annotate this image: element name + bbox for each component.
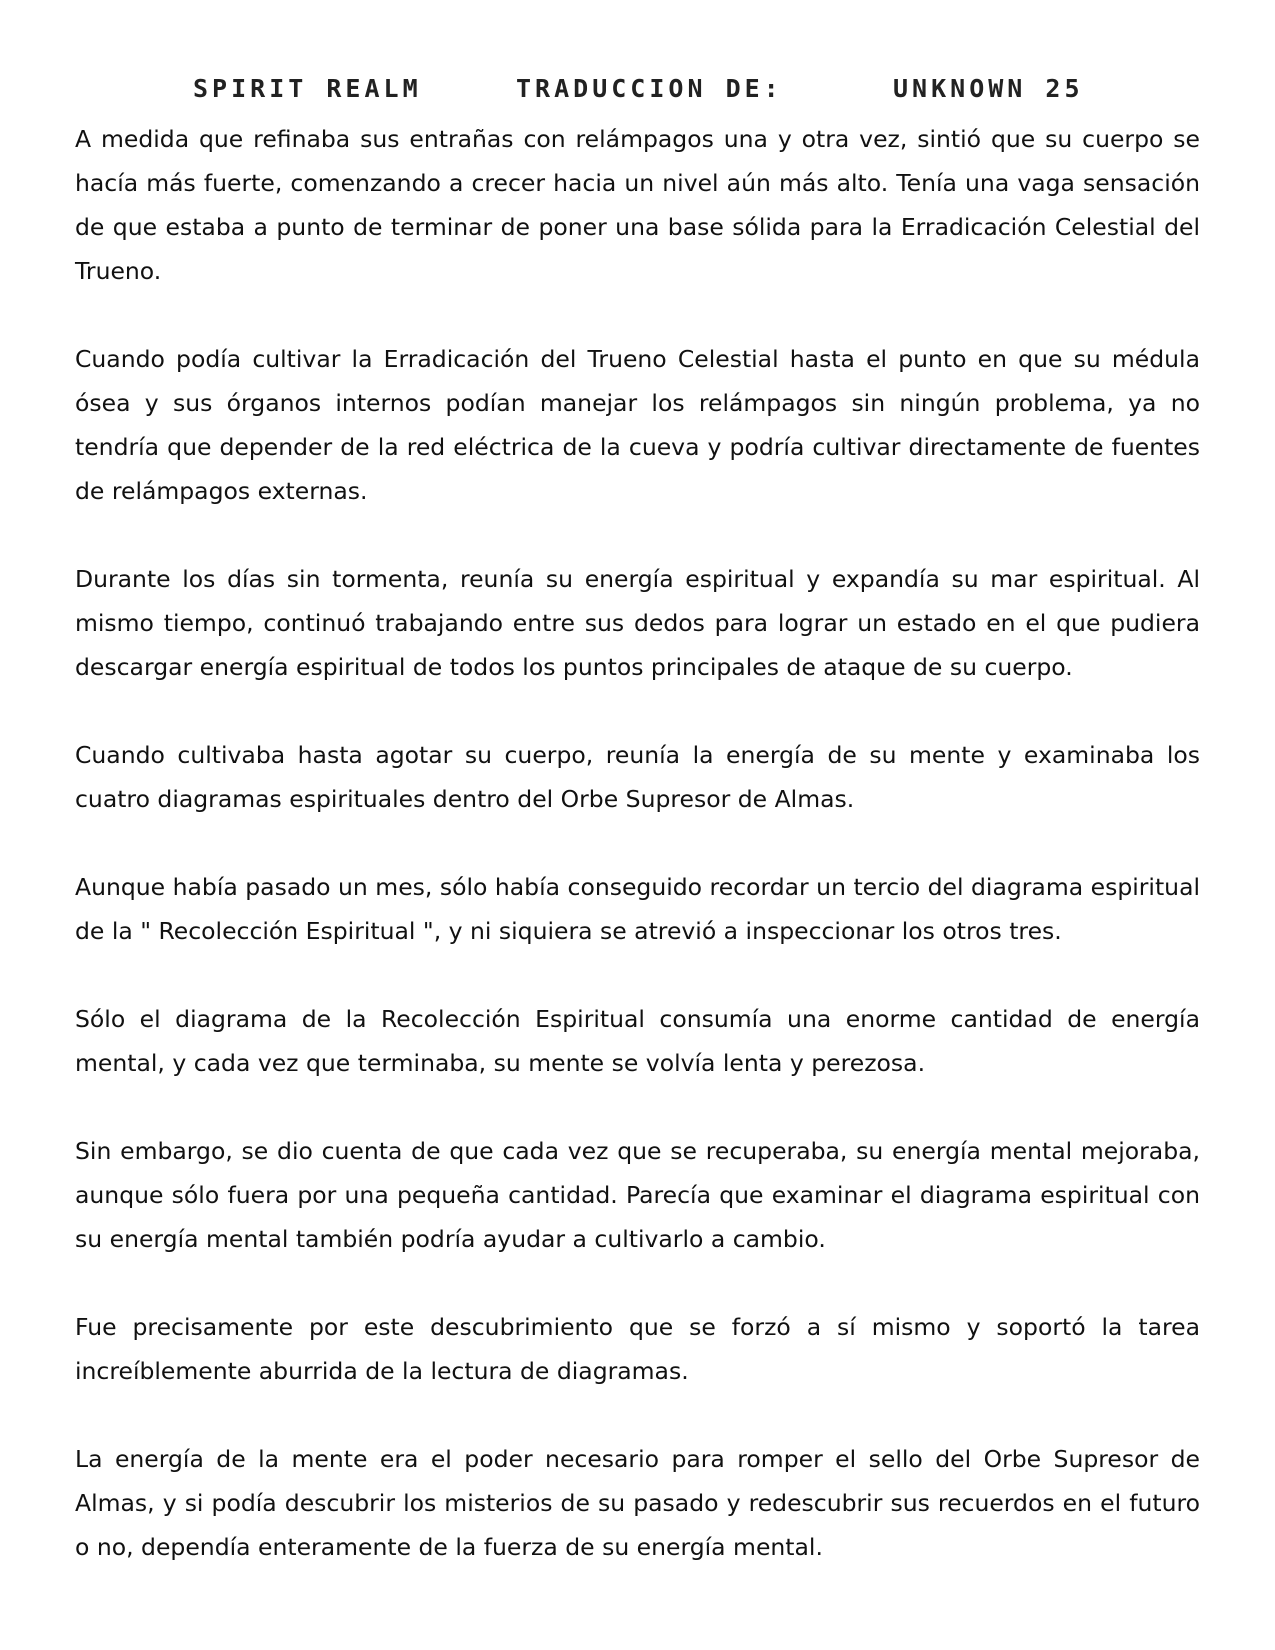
paragraph: A medida que refinaba sus entrañas con relámpagos una y otra vez, sintió que su cuerpo se hacía más fuerte, comenzando a crecer hacia un nivel aún más alto. Tenía una vaga sensación de que estaba a punto de terminar de poner una base sólida para la Erradicación Celestial del Trueno. — [75, 125, 1200, 285]
paragraph: Cuando cultivaba hasta agotar su cuerpo, reunía la energía de su mente y examinaba los cuatro diagramas espirituales dentro del Orbe Supresor de Almas. — [75, 741, 1200, 813]
page-header — [0, 74, 1275, 110]
header-translation-label: TRADUCCION DE: — [516, 74, 783, 103]
paragraph: Cuando podía cultivar la Erradicación del Trueno Celestial hasta el punto en que su médula ósea y sus órganos internos podían manejar los relámpagos sin ningún problema, ya no tendría que depender de la red eléctrica de la cueva y podría cultivar directamente de fuentes de relámpagos externas. — [75, 345, 1200, 505]
paragraph: Aunque había pasado un mes, sólo había conseguido recordar un tercio del diagrama espiritual de la " Recolección Espiritual ", y ni siquiera se atrevió a inspeccionar los otros tres. — [75, 873, 1200, 945]
paragraph: Sin embargo, se dio cuenta de que cada vez que se recuperaba, su energía mental mejoraba, aunque sólo fuera por una pequeña cantidad. Parecía que examinar el diagrama espiritual con su energía mental también podría ayudar a cultivarlo a cambio. — [75, 1137, 1200, 1253]
paragraph: Sólo el diagrama de la Recolección Espiritual consumía una enorme cantidad de energía mental, y cada vez que terminaba, su mente se volvía lenta y perezosa. — [75, 1005, 1200, 1077]
document-body — [75, 117, 1200, 1613]
header-series-title: SPIRIT REALM — [193, 74, 422, 103]
paragraph: La energía de la mente era el poder necesario para romper el sello del Orbe Supresor de Almas, y si podía descubrir los misterios de su pasado y redescubrir sus recuerdos en el futuro o no, dependía enteramente de la fuerza de su energía mental. — [75, 1445, 1200, 1561]
paragraph: Durante los días sin tormenta, reunía su energía espiritual y expandía su mar espiritual. Al mismo tiempo, continuó trabajando entre sus dedos para lograr un estado en el que pudiera descargar energía espiritual de todos los puntos principales de ataque de su cuerpo. — [75, 565, 1200, 681]
header-translator-name: UNKNOWN 25 — [893, 74, 1084, 103]
paragraph: Fue precisamente por este descubrimiento que se forzó a sí mismo y soportó la tarea increíblemente aburrida de la lectura de diagramas. — [75, 1313, 1200, 1385]
